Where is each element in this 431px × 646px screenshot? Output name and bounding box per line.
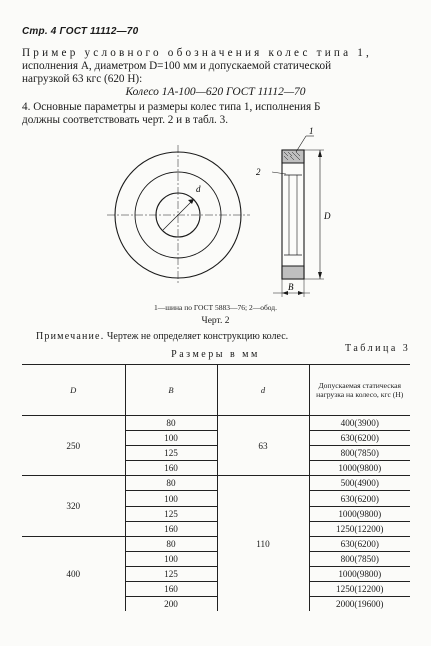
table-label: Таблица 3 — [345, 343, 411, 354]
cell-load: 2000(19600) — [309, 597, 410, 612]
cell-B: 125 — [125, 566, 217, 581]
cell-B: 125 — [125, 446, 217, 461]
label-D: D — [324, 211, 331, 221]
cell-load: 1250(12200) — [309, 521, 410, 536]
cell-load: 400(3900) — [309, 416, 410, 431]
cell-load: 1250(12200) — [309, 582, 410, 597]
example-line-1: Пример условного обозначения колес типа 1, — [22, 47, 373, 59]
cell-D: 400 — [66, 568, 81, 579]
cell-load: 800(7850) — [309, 551, 410, 566]
note-text: Чертеж не определяет конструкцию колес. — [104, 331, 289, 342]
figure-caption: Черт. 2 — [201, 316, 230, 326]
label-2: 2 — [256, 167, 261, 177]
page-header: Стр. 4 ГОСТ 11112—70 — [22, 26, 139, 37]
cell-load: 630(6200) — [309, 431, 410, 446]
cell-B: 100 — [125, 431, 217, 446]
table-3 — [22, 364, 410, 610]
cell-d: 63 — [217, 416, 309, 476]
cell-B: 125 — [125, 506, 217, 521]
table-caption: Размеры в мм — [171, 349, 260, 360]
cell-load: 1000(9800) — [309, 506, 410, 521]
header-load: Допускаемая статическая нагрузка на колесо, кгс (Н) — [309, 365, 410, 416]
tyre-section — [282, 150, 304, 279]
note — [36, 331, 288, 342]
header-B: B — [125, 365, 217, 416]
cell-B: 80 — [125, 476, 217, 491]
cell-B: 200 — [125, 597, 217, 612]
header-d: d — [217, 365, 309, 416]
cell-B: 160 — [125, 582, 217, 597]
cell-B: 160 — [125, 461, 217, 476]
table-header-row — [22, 365, 410, 416]
cell-B: 80 — [125, 536, 217, 551]
cell-D: 320 — [22, 476, 125, 536]
cell-load: 630(6200) — [309, 536, 410, 551]
clause-4 — [22, 101, 410, 127]
wheel-drawing — [0, 125, 431, 305]
cell-load: 500(4900) — [309, 476, 410, 491]
table-row — [22, 416, 410, 431]
cell-B: 100 — [125, 491, 217, 506]
label-d: d — [196, 184, 201, 194]
label-B: B — [288, 282, 294, 292]
label-1: 1 — [309, 126, 314, 136]
clause-4-line-2: должны соответствовать черт. 2 и в табл. 3. — [22, 114, 229, 126]
cell-load: 800(7850) — [309, 446, 410, 461]
example-paragraph — [22, 47, 410, 86]
cell-load: 1000(9800) — [309, 461, 410, 476]
header-D: D — [22, 365, 125, 416]
cell-d: 110 — [217, 476, 309, 611]
cell-load: 630(6200) — [309, 491, 410, 506]
designation-example: Колесо 1А-100—620 ГОСТ 11112—70 — [125, 86, 306, 98]
table-row — [22, 536, 410, 551]
cell-D: 250 — [22, 416, 125, 476]
note-lead: Примечание. — [36, 331, 105, 342]
cell-load: 1000(9800) — [309, 566, 410, 581]
cell-B: 160 — [125, 521, 217, 536]
table-row — [22, 476, 410, 491]
clause-4-line-1: 4. Основные параметры и размеры колес типа 1, исполнения Б — [22, 101, 321, 113]
example-line-2: исполнения А, диаметром D=100 мм и допускаемой статической — [22, 60, 332, 72]
drawing-legend: 1—шина по ГОСТ 5883—76; 2—обод. — [153, 303, 277, 312]
cell-B: 100 — [125, 551, 217, 566]
example-line-3: нагрузкой 63 кгс (620 Н): — [22, 73, 143, 85]
cell-B: 80 — [125, 416, 217, 431]
